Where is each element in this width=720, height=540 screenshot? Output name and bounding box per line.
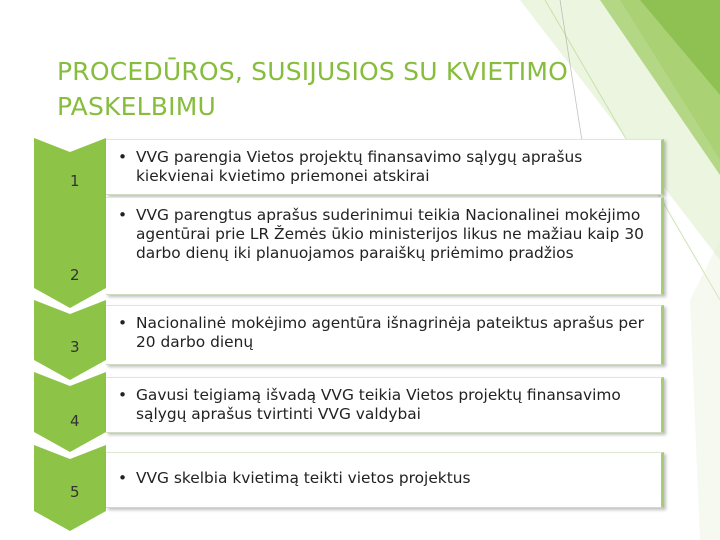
- bullet: •: [118, 148, 128, 166]
- step-box-2: [106, 197, 664, 295]
- step-box-1: [106, 139, 664, 195]
- step-box-3: [106, 305, 664, 365]
- step-text-4: • Gavusi teigiamą išvadą VVG teikia Vietos projektų finansavimo sąlygų aprašus tvirtinti VVG valdybai: [118, 386, 621, 423]
- step-text-5: • VVG skelbia kvietimą teikti vietos projektus: [118, 469, 471, 487]
- step-number-2: 2: [70, 266, 80, 284]
- step-text-2: • VVG parengtus aprašus suderinimui teikia Nacionalinei mokėjimo agentūrai prie LR Žemės ūkio ministerijos likus ne mažiau kaip 30 darbo dienų iki planuojamos paraiškų priėmimo pradžios: [118, 206, 644, 262]
- step-chevron-4: [34, 372, 106, 452]
- step-box-4: [106, 377, 664, 433]
- bullet: •: [118, 469, 128, 487]
- page-title: PROCEDŪROS, SUSIJUSIOS SU KVIETIMO PASKELBIMU: [57, 57, 569, 121]
- bullet: •: [118, 314, 128, 332]
- step-number-3: 3: [70, 338, 80, 356]
- step-chevron-2: [34, 196, 106, 308]
- step-number-5: 5: [70, 483, 80, 501]
- step-text-3: • Nacionalinė mokėjimo agentūra išnagrinėja pateiktus aprašus per 20 darbo dienų: [118, 314, 644, 351]
- step-number-4: 4: [70, 412, 80, 430]
- step-chevron-3: [34, 300, 106, 380]
- step-number-1: 1: [70, 172, 80, 190]
- bullet: •: [118, 386, 128, 404]
- step-box-5: [106, 452, 664, 508]
- step-text-1: • VVG parengia Vietos projektų finansavimo sąlygų aprašus kiekvienai kvietimo priemonei atskirai: [118, 148, 583, 185]
- step-chevron-5: [34, 445, 106, 531]
- bullet: •: [118, 206, 128, 224]
